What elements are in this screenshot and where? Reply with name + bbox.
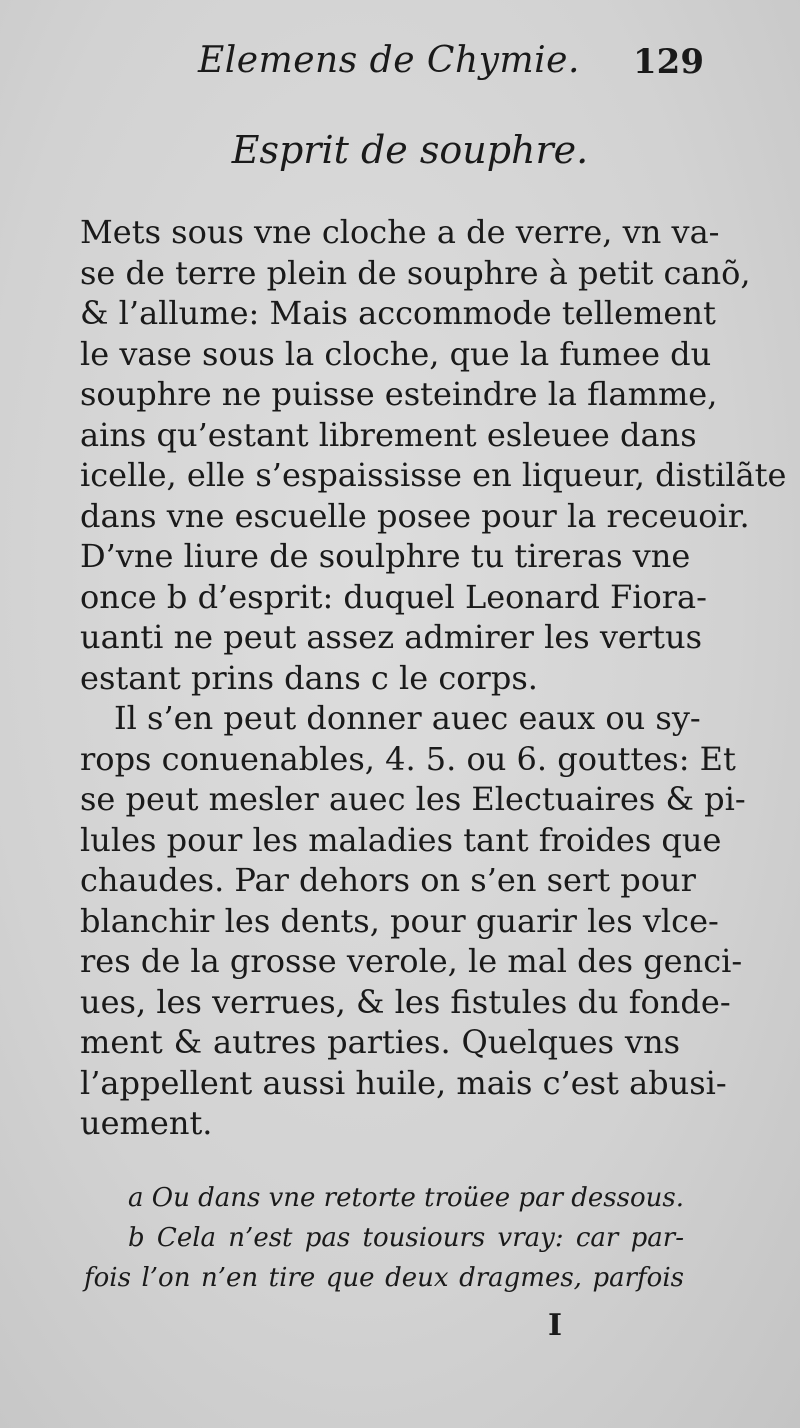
running-head: Elemens de Chymie. <box>198 40 580 81</box>
body-text <box>80 212 787 1144</box>
text-line: uanti ne peut assez admirer les vertus <box>80 618 703 656</box>
text-line: Mets sous vne cloche a de verre, vn va- <box>80 213 720 251</box>
text-line: estant prins dans c le corps. <box>80 658 538 697</box>
text-line: uement. <box>80 1104 213 1142</box>
text-line: Il s’en peut donner auec eaux ou sy- <box>114 699 701 737</box>
page-header <box>190 38 710 98</box>
text-line: once b d’esprit: duquel Leonard Fiora- <box>80 577 707 616</box>
text-line: blanchir les dents, pour guarir les vlce- <box>80 901 719 940</box>
text-line: icelle, elle s’espaississe en liqueur, distilãte <box>80 456 787 494</box>
text-line: l’appellent aussi huile, mais c’est abusi- <box>80 1063 727 1102</box>
note-b-line-1: b Cela n’est pas tousiours vray: car par- <box>128 1223 684 1253</box>
text-line: D’vne liure de soulphre tu tireras vne <box>80 537 691 575</box>
text-line: ains qu’estant librement esleuee dans <box>80 415 697 454</box>
page-number: 129 <box>633 42 704 82</box>
text-line: le vase sous la cloche, que la fumee du <box>80 334 712 373</box>
text-line: se de terre plein de souphre à petit canõ, <box>80 253 751 292</box>
note-b-line-2: fois l’on n’en tire que deux dragmes, parfois <box>84 1263 684 1293</box>
text-line: res de la grosse verole, le mal des genci- <box>80 942 743 980</box>
text-line: lules pour les maladies tant froides que <box>80 820 722 859</box>
text-line: ment & autres parties. Quelques vns <box>80 1023 680 1061</box>
note-a: a Ou dans vne retorte troüee par dessous. <box>128 1183 684 1213</box>
section-title: Esprit de souphre. <box>231 128 589 172</box>
text-line: & l’allume: Mais accommode tellement <box>80 294 716 332</box>
signature-mark: I <box>548 1308 563 1343</box>
text-line: chaudes. Par dehors on s’en sert pour <box>80 861 696 899</box>
text-line: se peut mesler auec les Electuaires & pi- <box>80 780 746 818</box>
text-line: ues, les verrues, & les fistules du fonde- <box>80 982 731 1021</box>
text-line: rops conuenables, 4. 5. ou 6. gouttes: Et <box>80 739 736 778</box>
text-line: souphre ne puisse esteindre la flamme, <box>80 375 718 413</box>
marginal-notes <box>84 1178 684 1298</box>
text-line: dans vne escuelle posee pour la receuoir. <box>80 496 750 535</box>
